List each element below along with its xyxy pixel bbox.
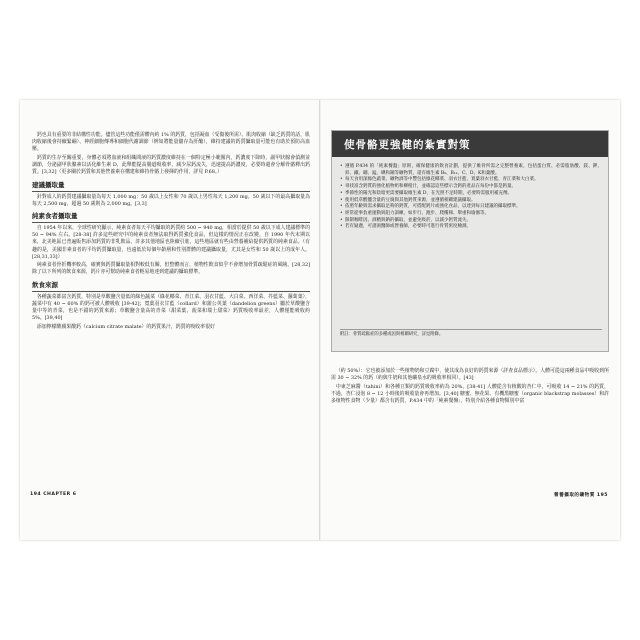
list-item: • 限制咖啡因、酒精與鈉的攝取，並避免吸菸，以減少鈣質流失。 <box>340 218 602 225</box>
sidebar-box-note: 附註：骨質疏鬆症的多種成因與相關研究，詳見附錄。 <box>340 329 602 338</box>
sidebar-box-list <box>340 164 602 231</box>
section-heading-recommended-intake: 建議攝取量 <box>32 181 310 192</box>
left-page-content <box>32 132 310 332</box>
paragraph: 添加檸檬酸蘋果酸鈣（calcium citrate malate）的鈣質果汁，鈣質的吸收率很好 <box>36 323 215 330</box>
sidebar-box-header <box>332 131 608 157</box>
paragraph: （約 50%）：它也被添加於一些植物奶和豆腐中，使其成為良好的鈣質來源（詳查食品標示）。人體可從這兩種食品中吸收到所需 30 ~ 32% 的鈣（約與牛奶和其他礦泉水的吸收率相同）。[43] <box>331 368 609 382</box>
list-item: • 經常從事負重運動與阻力訓練，如步行、跑步、爬樓梯、舉重和瑜伽等。 <box>340 211 602 218</box>
left-page <box>20 100 319 540</box>
paragraph: 各種蔬菜都富含鈣質，特別是草酸鹽含量低的綠色蔬菜（綠花椰菜、青江菜、羽衣甘藍、大白菜、西洋菜、芥藍菜、蘿蔔葉），蔬菜中有 40 ~ 60% 的鈣可被人體吸收 [39-42]；寬葉羽衣甘藍（collard）和蒲公英葉（dandelion greens）屬於草酸鹽含量中等的青菜，也是不錯的鈣質來源；草酸鹽含量高的青菜（甜菜葉、菠菜和瑞士甜菜）鈣質吸收率最差，人體僅能吸收約 5%。[39,40] <box>32 293 310 322</box>
list-item: • 使用低草酸鹽含量的豆腐與其他鈣質來源，並遵循相關建議攝取。 <box>340 198 602 205</box>
section-heading-dietary-sources: 飲食來源 <box>32 281 310 292</box>
sidebar-box <box>331 130 609 352</box>
paragraph: 純素食者骨折機率較高，確實與鈣質攝取量相對較低有關，但整體而言，植物性飲食似乎不會增加骨質疏鬆症的風險。[28,32] 除了以下所列的飲食來源，鈣片亦可幫助純素食者輕易地達到建議的攝取標準。 <box>32 262 310 276</box>
right-page-content <box>331 368 609 407</box>
book-gutter <box>319 100 321 540</box>
paragraph: 針對成人的鈣質建議攝取量為每天 1,000 mg：50 歲以上女性和 70 歲以上男性每天 1,200 mg。50 歲以下的最高攝取量為每天 2,500 mg，超過 50 歲則為 2,000 mg。[3,3] <box>32 193 310 207</box>
list-item: • 依照年齡與需求攝取足夠的鈣質，可搭配鈣片或強化食品，以達到每日建議的攝取標準。 <box>340 204 602 211</box>
page-footer-left: 194 CHAPTER 6 <box>30 492 77 497</box>
list-item: • 若有疑慮，可諮詢醫師或營養師，必要時可進行骨質密度檢測。 <box>340 224 602 231</box>
list-item: • 尋找富含鈣質的強化植物奶和柳橙汁，並確認這些標示含鈣的產品在每份中都是鈣量。 <box>340 184 602 191</box>
page-footer-right: 營養攝取的礦物質 195 <box>554 493 608 498</box>
paragraph: 鈣也具有重要的非結構性功能。儘管這些功能僅需體內約 1% 的鈣質，包括凝血（受傷後所需）、肌肉收縮（缺乏鈣質的話，肌肉收縮後會持續緊繃）、神經細胞傳導和細胞代謝調節（例如將能量儲存為肝醣），維持建議的鈣質攝取量可能也有助於預防高血壓。 <box>32 132 310 153</box>
paragraph: 鈣質的生存至關重要，身體必須將血液和組織間液的鈣質濃度維持在一個特定極小範圍內，鈣濃度下降時，副甲狀腺會偵測並調節，分泌副甲狀腺素以活化維生素 D，此舉能提高腸道吸收率，減少尿鈣流失，迅速提高鈣濃度，必要時還會分解骨骼釋出鈣質。[3,32]（更多關於鈣質和其他營養素在構建和維持骨骼上發揮的作用，詳見 P.68。） <box>32 154 310 176</box>
paragraph: 自 1954 年以來，全球性研究顯示，純素食者每天平均攝取的鈣質約 500 ~ 940 mg，相當於提供 50 歲以下成人建議標準的 50 ~ 94% 左右。[28-38] 許多這些研究中的純素食者無法取得鈣質強化食品，但這樣的情況正在改變，自 1990 年代末期以來，北美地區已普遍販售添加鈣質的非乳飲品、許多其他地區也陸續引進，這些地區就有些由營養補給提供鈣質的純素食品。（有趣的是，美國非素食者的平均鈣質攝取量，也遠低於每個年齡層和性別群體的建議攝取量，尤其是女性和 50 歲以上的成年人。[28,31,33]） <box>32 224 310 260</box>
list-item: • 每天食用深綠色蔬菜、礦物酒等中豐包括綠花椰菜、羽衣甘藍、寬葉羽衣甘藍、青江菜和大白菜。 <box>340 177 602 184</box>
section-heading-vegan-intake: 純素食者攝取量 <box>32 212 310 223</box>
sidebar-box-title: 使骨骼更強健的紮實對策 <box>344 139 471 151</box>
list-item: • 季節性的陽光和陰暗更需要攝取維生素 D，在光照不足時期，必要時需服用補充劑。 <box>340 191 602 198</box>
paragraph: 中東芝麻醬（tahini）和各種豆類的鈣質吸收率約為 20%。[38-41] 人體從含有植酸的杏仁中，可吸收 14 ~ 21% 的鈣質，不過，杏仁浸泡 8 ~ 12 小時後的吸收量會再增加。[3,40] 糖蜜、無花果、有機黑糖蜜（organic blackstrap molasses）和許多植物性食物（少量）都含有鈣質，P.434 中的「純素餐盤」，特別介紹各種食物類別中富 <box>331 383 609 405</box>
right-page <box>321 100 620 540</box>
list-item: • 遵循 P.434 的「純素餐盤」原則，確保健康的飲食計劃，提供了維骨所需之完整營養素，包括蛋白質、必需脂肪酸、鎂、鉀、鋅、鐵、硼、錳、碘和銅等礦物質，還有維生素 B₆、B₁₂、C、D、K和葉酸。 <box>340 164 602 177</box>
